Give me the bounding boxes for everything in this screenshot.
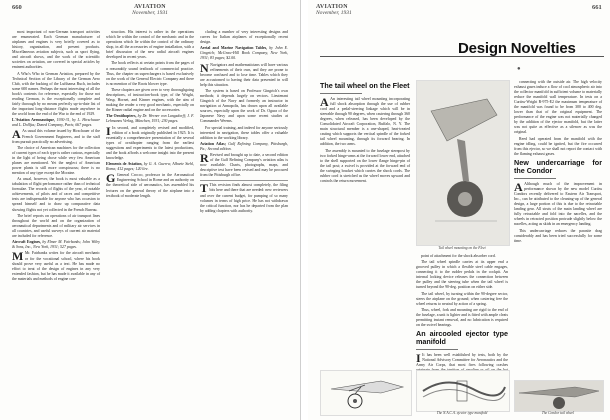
paragraph: A Who's Who in German Aviation, prepared by the Technical Section of the Library of the German Aero Club, with the backing of the Lufthansa Buch, includes some 600 names. Perhaps the most interesting of all the book's contents for reference, especially for those not reading German, is the exceptionally complete and fairly thorough by no means perfectly up-to-date list of the important long-distance flights made anywhere in the world from the end of the War to the end of 1929. <box>12 71 100 116</box>
paragraph-text: It has been well established by tests, both by the National Advisory Committee for Aeronautics and the Army Air Corps, that most fires following crashes originate from the ignition of gasoline or oil on the hot exhaust manifold. After a long series of tests, engineers of the N.A.C.A. have designed an exhaust manifold in which there is a cold jacket of air drawn around the hot pipes. <box>416 353 508 388</box>
book-entry <box>12 118 100 128</box>
paragraph-text: In second, and completely revised and modified, edition of a book originally published in 1925. It is essentially a comprehensive presentation of the several types of ornithopter ranging from the earliest suggestions and experiments to the latest productions, and the book affords a welcome insight into the present knowledge. <box>106 125 194 160</box>
paragraph-text: An interesting tail wheel mounting incorporating full shock absorption through the use of rubber cord and a pedal-steering linkage which will be in steerable through 90 degrees, when castering through 360 degrees, when released, has been developed by the Consolidated Aircraft Corporation, Buffalo, N. Y. The main structural member is a one-shaped, heat-treated casting which supports the vertical spindle of the forked tail wheel mounting, through its forward bearing. In addition, the two arms. <box>320 97 410 147</box>
left-column-2 <box>106 30 194 414</box>
dropcap: I <box>106 123 111 138</box>
right-column-3 <box>514 80 602 376</box>
paragraph: The book reflects at certain points from the pages of a reasonably sound textbook of commercial practice. Thus, the chapter on superchargers is based exclusively on the work of the General Electric Company and there is no mention of the Roots blower type. <box>106 61 194 86</box>
caption-tail-wheel: Tail wheel mounting on the Fleet <box>438 246 486 250</box>
left-page-number: 660 <box>12 4 22 11</box>
paragraph-text: General Crocco, professor in the Aeronautical Engineering School in Rome and an authority on the theoretical side of aeronautics, has assembled his lectures on the general theory of the airplane into a textbook of moderate length. <box>106 173 194 198</box>
right-page-number: 661 <box>592 4 602 11</box>
left-column-1 <box>12 30 100 414</box>
right-page <box>308 0 610 420</box>
paragraph: These chapters are given over to very thoroughgoing descriptions, of instruction-book type, of the Wright, Wasp, Hornet, and Kinner engines, with the aim of making the reader a very good mechanic, especially on the Kinner radial engine and on the accessories. <box>106 87 194 113</box>
dropcap: M <box>12 249 24 264</box>
book-meta: by John E. Gingrich; McGraw-Hill Book Company, New York, 1931; 83 pages; $2.00. <box>200 46 289 61</box>
paragraph-with-dropcap <box>106 173 194 198</box>
left-header-title: AVIATION <box>134 4 166 10</box>
book-title: Aircraft Engines, <box>12 240 42 245</box>
paragraph: cluding a number of very interesting designs and curves for Italian airplanes of exceptionally recent design. <box>200 30 288 45</box>
dropcap: T <box>200 181 209 196</box>
paragraph-text: Although much of the improvement in performance shown by the new model Curtiss Condors recently delivered to Eastern Air Transport, Inc., can be attributed to the cleaning-up of the general design, a large portion of this is due to the retractable landing gear. All struts of the main landing wheel are fully retractable and fold into the nacelles, and the wheels in retracted position protrude slightly below the nacelles, acting as skids in an emergency landing. <box>514 181 602 227</box>
book-meta: by Elmer M. Fairbanks; John Wiley & Sons, Inc., New York, 1931; 527 pages. <box>12 240 100 250</box>
paragraph: most important of non-German transport activities are enumerated. Each German manufacturer of airplanes and engines is very briefly covered as to history, organization, and present products. Miscellaneous aviation subjects, such as sport flying, and aircraft shows, and the work of the scientific societies on aviation, are covered in special articles by eminent authorities. <box>12 30 100 70</box>
left-header-date: November, 1931 <box>132 10 168 16</box>
paragraph-with-dropcap <box>106 123 194 161</box>
paragraph: point of attachment for the shock absorber cord. <box>421 254 496 258</box>
right-column-1 <box>320 80 410 366</box>
book-entry <box>200 142 288 152</box>
figure-tail-wheel-photo <box>416 80 510 246</box>
dropcap: A <box>514 179 523 194</box>
article-heading: An aircooled ejector type manifold <box>416 329 508 347</box>
book-meta: Gulf Refining Company, Pittsburgh, Pa.; Second edition. <box>200 141 288 151</box>
book-meta: by G. A. Guerra; Albarie Stehl, Roma; 412 pages; 120 lire. <box>106 162 194 172</box>
paragraph: struction. His interest is rather in the operations which lie within the control of the mechanic and in the operations which lie within the control of the ordinary shop, in all the accessories of engine installation, with a brief discussion of the new radial aircraft engines developed in recent years. <box>106 30 194 60</box>
divider <box>200 180 288 181</box>
paragraph: This undercarriage reduces the parasite drag considerably and has been tried successfully for some time. <box>514 228 602 243</box>
dropcap: R <box>200 151 209 166</box>
paragraph-text: As usual this volume issued by Hirschauer of the French Government Engineers, and to the staff from pursuit practically no advertising. <box>12 129 100 144</box>
dropcap: A <box>12 127 21 142</box>
paragraph: Reed had operated from the manifold with the engine idling, could be ignited, but the fire occurred from this ejector, so we shall not report the contact with the flaming exhaust gases. <box>514 136 602 156</box>
figure-condor-tail-wheel <box>514 380 604 412</box>
book-meta: by Dr. Werner von Langsdorff; J. F. Lehmanns Verlag, München, 1931; 230 pages. <box>106 114 194 124</box>
book-entry <box>106 114 194 124</box>
paragraph-with-dropcap <box>200 183 288 213</box>
book-entry <box>200 46 288 61</box>
caption-condor: The Condor tail wheel <box>541 411 575 415</box>
dropcap: A <box>320 95 329 109</box>
paragraph-with-dropcap <box>200 153 288 178</box>
paragraph-with-dropcap <box>200 60 288 88</box>
book-title: L'Aviation Aeronautique, <box>12 118 55 123</box>
heading-rule <box>416 349 458 350</box>
paragraph: The brief reports on operations of air transport lines throughout the world and on the organization of aeronautical departments and of military air services in all countries, and useful surveys of current air material are included for reference. <box>12 213 100 238</box>
paragraph-with-dropcap <box>12 251 100 281</box>
paragraph: As usual, however, the book is most valuable as a tabulation of flight performance rather than of technical formulae. The records of flights of the year, of notable achievements, of pilots and of races and competitive tests are indispensable for anyone who has occasion to spread himself and to draw up comparative data showing flights not yet collected in the French Bureau. <box>12 177 100 212</box>
paragraph-text: Navigators and mathematicians will have various refinements of their own, and they are prone to become confused and to lose time. Tables which they are accustomed to having their data presented in will help this situation. <box>200 62 288 87</box>
book-title: Aerial and Marine Navigation Tables, <box>200 46 268 51</box>
caption-ejector-manifold: The N.A.C.A. ejector type manifold <box>436 411 488 415</box>
book-meta: 1930-31, by L. Hirschauer and L. Dollfus; Duned Company, Paris; 667 pages. <box>12 118 100 128</box>
right-header-date: November, 1931 <box>316 10 352 16</box>
heading-rule <box>320 93 362 94</box>
book-title: Elements de Aviation, <box>106 162 143 167</box>
book-entry <box>106 162 194 172</box>
left-running-header <box>128 4 172 22</box>
paragraph: connecting with the outside air. The high velocity exhaust gases induce a flow of cool atmospheric air into the collector manifold in sufficient volume to materially reduce the manifold wall temperature. In tests on a Curtiss-Wright R-975-E2 the maximum temperature of the manifold was found to be from 300 to 400 deg. lower than that of the original equipment. The performance of the engine was not materially changed by the addition of the ejector manifold, but the latter was not quite as effective as a silencer as was the original. <box>514 80 602 135</box>
dropcap: G <box>106 171 116 186</box>
dropcap: I <box>416 351 421 366</box>
paragraph-text: Revised and brought up to date, a second edition of the Gulf Refining Company's aviation atlas is now available. Charts, photographs, maps, and descriptive text have been revised and may be procured from the Pittsburgh office. <box>200 153 288 178</box>
right-running-header <box>316 4 352 22</box>
paragraph: The tail wheel, by turning within the 90-degree sector, steers the airplane on the ground; when castering free the wheel returns to neutral by action of a spring. <box>416 291 508 306</box>
paragraph: For special training, and indeed for anyone seriously interested in navigation, these tables offer a valuable addition to the working library. <box>200 125 288 140</box>
book-entry <box>12 240 100 250</box>
figure-ejector-manifold <box>416 370 510 412</box>
book-title: Aviation Atlas; <box>200 141 226 146</box>
book-title: The Ornithopters, <box>106 114 137 119</box>
paragraph-with-dropcap <box>320 97 410 147</box>
dropcap: N <box>200 60 209 75</box>
right-header-title: AVIATION <box>316 4 348 10</box>
headline-rule <box>320 56 604 57</box>
paragraph: The choice of American machines for the collection of current types of each type is rather curious, especially in the light of being chose while very few American planes are mentioned. Yet the neglect of American power plants is still more conspicuous; there is no mention of any type except the Moraine. <box>12 145 100 176</box>
paragraph: The assembly is mounted to the fuselage sternpost by two forked hinge-arms at the forward lower end, attached to the shell supported on the lower flange hinge-pin of the tail post; a swivel is provided at the forward end of the swinging bracket which carries the shock cords. The rubber cord is stretched as the wheel moves upward and controls the return movement. <box>320 148 410 183</box>
paragraph-with-dropcap <box>12 129 100 144</box>
article-heading: New undercarriage for the Condor <box>514 157 602 175</box>
paragraph: The tail wheel spindle carries at its upper end a grooved pulley in which a flexible steel cable engages, connecting it to the rudder pedals in the cockpit. An internal locking device releases the connection between the pulley and the steering tube when the tail wheel is turned beyond the 90-deg. position on either side. <box>416 260 508 290</box>
right-column-2 <box>416 254 508 388</box>
bullet-icon: ● <box>517 66 521 72</box>
left-page <box>0 0 301 420</box>
paragraph-text: This revision finds almost completely, the filing bits here and there that are needed: new reviewers and over the current budget, for pumping of so many volumes in terms of high price. He has not withdrawn the critical function, nor has he departed from the plan by adding chapters with authority. <box>200 183 288 213</box>
paragraph: The system is based on Professor Gingrich's own methods; it depends largely on vectors. Lieutenant Gingrich of the Navy and formerly an instructor in navigation at Annapolis, has drawn upon all available sources, especially upon the work of Dr. Ogura of the Japanese Navy and upon some recent studies at Commander Weems. <box>200 89 288 124</box>
article-heading: The tail wheel on the Fleet <box>320 81 410 90</box>
figure-fleet-tail-wheel <box>320 370 412 416</box>
page-headline: Design Novelties <box>458 40 576 57</box>
paragraph-with-dropcap <box>514 179 602 227</box>
paragraph-text: Mr. Fairbanks writes for the aircraft mechanic or for the vocational school, where his book should prove very useful as a text. He has made no effort to treat of the design of engines in any very extended fashion, but he has made it available in any of the materials and methods of engine con- <box>12 251 100 281</box>
left-column-3 <box>200 30 288 414</box>
paragraph: Thus, wheel, fork and mounting are rigid to the end of the fuselage, a unit is lighter and is fitted with ample cleats permitting instant removal, and no lubrication is required on the swivel bearings. <box>416 308 508 328</box>
heading-rule <box>514 178 556 179</box>
